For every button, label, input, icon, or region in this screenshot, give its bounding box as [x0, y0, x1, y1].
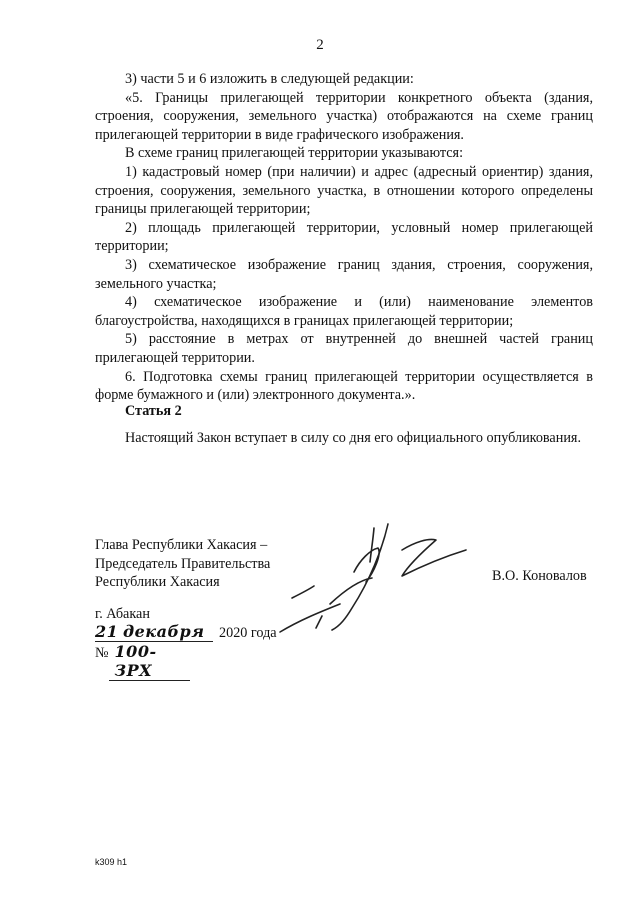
- footer-code: k309 h1: [95, 857, 128, 867]
- signatory-title-line: Глава Республики Хакасия –: [95, 537, 268, 553]
- date-month: декабря: [115, 622, 213, 642]
- article-text: Настоящий Закон вступает в силу со дня его официального опубликования.: [125, 430, 581, 446]
- law-number-value: 100-ЗРХ: [109, 642, 190, 681]
- signatory-title-line: Республики Хакасия: [95, 574, 220, 590]
- handwritten-signature: [270, 520, 480, 640]
- law-number-prefix: №: [95, 645, 109, 661]
- signatory-name: В.О. Коновалов: [492, 568, 587, 584]
- paragraph: «5. Границы прилегающей территории конкретного объекта (здания, строения, сооружения, земельного участка) отображаются на схеме границ прилегающей территории в виде графического изображения.: [95, 89, 593, 143]
- signatory-title: [95, 536, 270, 592]
- paragraph: 3) схематическое изображение границ здания, строения, сооружения, земельного участка;: [95, 256, 593, 292]
- paragraph: 5) расстояние в метрах от внутренней до внешней частей границ прилегающей территории.: [95, 331, 593, 366]
- paragraph: 6. Подготовка схемы границ прилегающей территории осуществляется в форме бумажного и (или) электронного документа.».: [95, 368, 593, 404]
- place: г. Абакан: [95, 606, 150, 622]
- paragraph: 1) кадастровый номер (при наличии) и адрес (адресный ориентир) здания, строения, сооружения, земельного участка, в отношении которого определены границы прилегающей территории;: [95, 163, 593, 218]
- article-title: Статья 2: [125, 403, 182, 419]
- page-number: 2: [316, 37, 324, 53]
- body-text: [95, 70, 593, 405]
- signing-date: [95, 622, 277, 642]
- signatory-title-line: Председатель Правительства: [95, 555, 271, 572]
- paragraph: 4) схематическое изображение и (или) наименование элементов благоустройства, находящихся в границах прилегающей территории;: [95, 294, 593, 329]
- paragraph: 3) части 5 и 6 изложить в следующей редакции:: [125, 71, 414, 87]
- paragraph: 2) площадь прилегающей территории, условный номер прилегающей территории;: [95, 219, 593, 255]
- date-day: 21: [95, 622, 119, 641]
- date-year: 2020 года: [219, 625, 277, 641]
- paragraph: В схеме границ прилегающей территории указываются:: [125, 145, 464, 162]
- law-number: [95, 642, 190, 681]
